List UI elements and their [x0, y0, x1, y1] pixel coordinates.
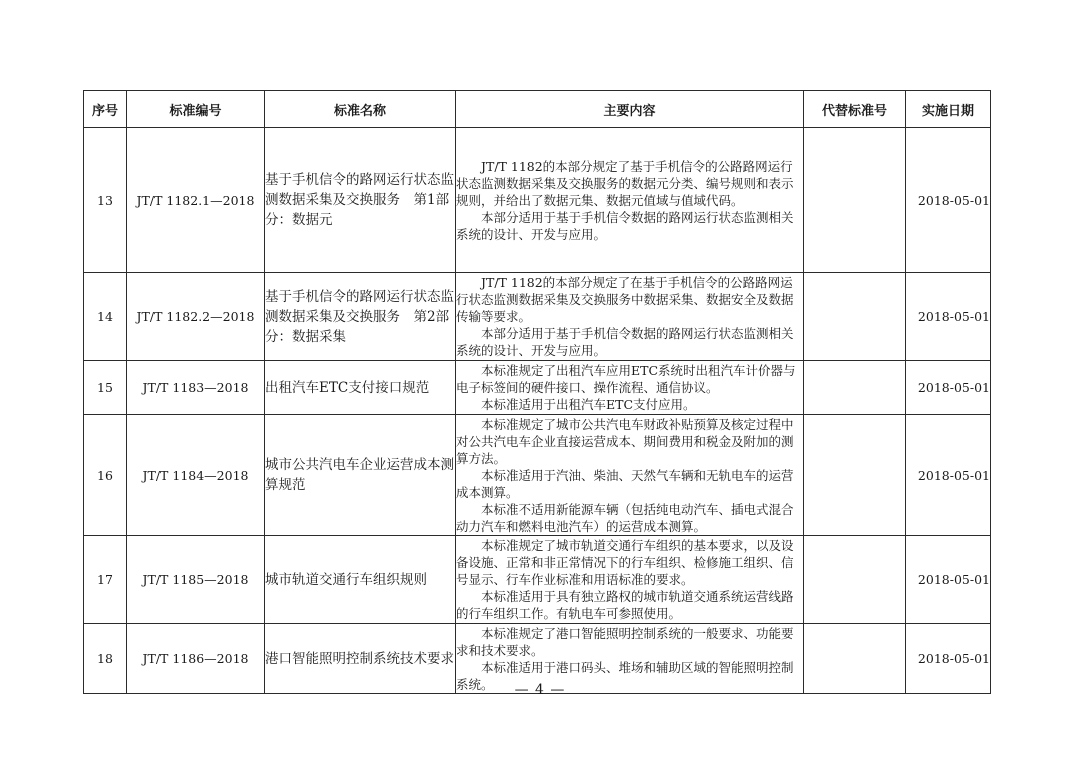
- row-code: JT/T 1186—2018: [127, 624, 265, 694]
- row-content: [456, 361, 804, 415]
- page-number: — 4 —: [514, 682, 566, 698]
- table-row: [84, 128, 991, 273]
- content-paragraph: 本部分适用于基于手机信令数据的路网运行状态监测相关系统的设计、开发与应用。: [456, 209, 794, 242]
- row-content: [456, 273, 804, 361]
- row-replaces: [804, 415, 906, 536]
- row-name: 城市公共汽电车企业运营成本测算规范: [265, 415, 456, 536]
- row-code: JT/T 1182.2—2018: [127, 273, 265, 361]
- content-paragraph: 本标准不适用新能源车辆（包括纯电动汽车、插电式混合动力汽车和燃料电池汽车）的运营成本测算。: [456, 501, 794, 534]
- row-name: 城市轨道交通行车组织规则: [265, 536, 456, 624]
- row-content: [456, 128, 804, 273]
- row-date: 2018-05-01: [906, 415, 991, 536]
- row-no: 17: [84, 536, 127, 624]
- row-name: 基于手机信令的路网运行状态监测数据采集及交换服务 第2部分：数据采集: [265, 273, 456, 361]
- table-row: [84, 273, 991, 361]
- row-replaces: [804, 273, 906, 361]
- content-paragraph: JT/T 1182的本部分规定了在基于手机信令的公路路网运行状态监测数据采集及交换服务中数据采集、数据安全及数据传输等要求。: [456, 275, 794, 324]
- row-date: 2018-05-01: [906, 536, 991, 624]
- row-no: 18: [84, 624, 127, 694]
- row-code: JT/T 1182.1—2018: [127, 128, 265, 273]
- row-code: JT/T 1184—2018: [127, 415, 265, 536]
- content-paragraph: JT/T 1182的本部分规定了基于手机信令的公路路网运行状态监测数据采集及交换服务的数据元分类、编号规则和表示规则，并给出了数据元集、数据元值域与值域代码。: [456, 158, 794, 208]
- row-date: 2018-05-01: [906, 624, 991, 694]
- row-name: 出租汽车ETC支付接口规范: [265, 361, 456, 415]
- table-row: [84, 536, 991, 624]
- row-date: 2018-05-01: [906, 128, 991, 273]
- header-row: [84, 91, 991, 128]
- row-code: JT/T 1183—2018: [127, 361, 265, 415]
- row-no: 13: [84, 128, 127, 273]
- header-replaces: 代替标准号: [804, 91, 906, 128]
- content-paragraph: 本标准适用于港口码头、堆场和辅助区域的智能照明控制系统。: [456, 659, 794, 692]
- content-paragraph: 本标准适用于出租汽车ETC支付应用。: [481, 397, 696, 412]
- content-paragraph: 本标准规定了港口智能照明控制系统的一般要求、功能要求和技术要求。: [456, 625, 794, 658]
- content-paragraph: 本标准适用于具有独立路权的城市轨道交通系统运营线路的行车组织工作。有轨电车可参照使用。: [456, 589, 794, 621]
- row-content: [456, 415, 804, 536]
- content-paragraph: 本部分适用于基于手机信令数据的路网运行状态监测相关系统的设计、开发与应用。: [456, 326, 794, 358]
- header-no: 序号: [84, 91, 127, 128]
- header-date: 实施日期: [906, 91, 991, 128]
- row-date: 2018-05-01: [906, 361, 991, 415]
- content-paragraph: 本标准规定了城市轨道交通行车组织的基本要求，以及设备设施、正常和非正常情况下的行车组织、检修施工组织、信号显示、行车作业标准和用语标准的要求。: [456, 538, 794, 587]
- content-paragraph: 本标准规定了出租汽车应用ETC系统时出租汽车计价器与电子标签间的硬件接口、操作流程、通信协议。: [456, 363, 796, 395]
- row-replaces: [804, 361, 906, 415]
- standards-table: [83, 90, 991, 694]
- row-replaces: [804, 128, 906, 273]
- row-no: 16: [84, 415, 127, 536]
- row-code: JT/T 1185—2018: [127, 536, 265, 624]
- content-paragraph: 本标准适用于汽油、柴油、天然气车辆和无轨电车的运营成本测算。: [456, 467, 794, 500]
- row-name: 港口智能照明控制系统技术要求: [265, 624, 456, 694]
- header-content: 主要内容: [456, 91, 804, 128]
- table-row: [84, 415, 991, 536]
- row-no: 15: [84, 361, 127, 415]
- content-paragraph: 本标准规定了城市公共汽电车财政补贴预算及核定过程中对公共汽电车企业直接运营成本、期间费用和税金及附加的测算方法。: [456, 416, 794, 466]
- header-code: 标准编号: [127, 91, 265, 128]
- row-date: 2018-05-01: [906, 273, 991, 361]
- row-no: 14: [84, 273, 127, 361]
- row-content: [456, 536, 804, 624]
- header-name: 标准名称: [265, 91, 456, 128]
- row-name: 基于手机信令的路网运行状态监测数据采集及交换服务 第1部分：数据元: [265, 128, 456, 273]
- table-row: [84, 361, 991, 415]
- row-replaces: [804, 536, 906, 624]
